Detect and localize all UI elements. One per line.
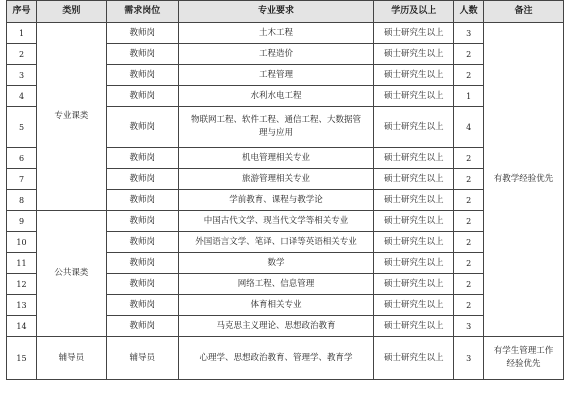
header-education: 学历及以上 [374,1,454,23]
row-position: 教师岗 [106,253,178,274]
row-requirement: 体育相关专业 [178,295,374,316]
table-row [7,23,564,44]
row-education: 硕士研究生以上 [374,211,454,232]
row-education: 硕士研究生以上 [374,253,454,274]
row-no: 2 [7,44,37,65]
row-education: 硕士研究生以上 [374,232,454,253]
header-category: 类别 [36,1,106,23]
row-no: 12 [7,274,37,295]
remark-cell: 有教学经验优先 [484,23,564,337]
recruitment-table-container [6,0,564,380]
row-position: 教师岗 [106,44,178,65]
row-requirement: 数学 [178,253,374,274]
remark-cell: 有学生管理工作经验优先 [484,337,564,380]
row-position: 辅导员 [106,337,178,380]
row-education: 硕士研究生以上 [374,107,454,148]
row-no: 4 [7,86,37,107]
category-cell: 公共课类 [36,211,106,337]
category-cell: 专业课类 [36,23,106,211]
row-count: 2 [454,232,484,253]
row-no: 14 [7,316,37,337]
row-education: 硕士研究生以上 [374,86,454,107]
row-requirement: 物联网工程、软件工程、通信工程、大数据管理与应用 [178,107,374,148]
row-count: 1 [454,86,484,107]
recruitment-table [6,0,564,380]
row-count: 3 [454,23,484,44]
row-position: 教师岗 [106,211,178,232]
category-cell: 辅导员 [36,337,106,380]
row-no: 3 [7,65,37,86]
row-position: 教师岗 [106,232,178,253]
row-no: 6 [7,148,37,169]
row-count: 2 [454,190,484,211]
row-education: 硕士研究生以上 [374,169,454,190]
row-education: 硕士研究生以上 [374,44,454,65]
row-count: 4 [454,107,484,148]
row-education: 硕士研究生以上 [374,337,454,380]
row-count: 3 [454,316,484,337]
header-no: 序号 [7,1,37,23]
row-requirement: 工程管理 [178,65,374,86]
row-position: 教师岗 [106,148,178,169]
row-education: 硕士研究生以上 [374,274,454,295]
row-position: 教师岗 [106,274,178,295]
row-count: 2 [454,169,484,190]
row-no: 7 [7,169,37,190]
row-position: 教师岗 [106,316,178,337]
row-count: 2 [454,65,484,86]
row-no: 5 [7,107,37,148]
row-count: 2 [454,295,484,316]
row-requirement: 学前教育、课程与教学论 [178,190,374,211]
row-education: 硕士研究生以上 [374,190,454,211]
row-position: 教师岗 [106,65,178,86]
row-requirement: 水利水电工程 [178,86,374,107]
row-requirement: 工程造价 [178,44,374,65]
row-position: 教师岗 [106,190,178,211]
row-count: 2 [454,148,484,169]
header-count: 人数 [454,1,484,23]
row-requirement: 网络工程、信息管理 [178,274,374,295]
row-position: 教师岗 [106,23,178,44]
row-no: 1 [7,23,37,44]
row-requirement: 机电管理相关专业 [178,148,374,169]
row-requirement: 马克思主义理论、思想政治教育 [178,316,374,337]
row-requirement: 心理学、思想政治教育、管理学、教育学 [178,337,374,380]
row-requirement: 土木工程 [178,23,374,44]
header-row [7,1,564,23]
row-count: 2 [454,211,484,232]
row-count: 3 [454,337,484,380]
row-count: 2 [454,253,484,274]
table-row [7,211,564,232]
header-position: 需求岗位 [106,1,178,23]
header-requirement: 专业要求 [178,1,374,23]
table-row [7,337,564,380]
row-position: 教师岗 [106,295,178,316]
row-position: 教师岗 [106,86,178,107]
row-count: 2 [454,274,484,295]
row-education: 硕士研究生以上 [374,295,454,316]
row-requirement: 中国古代文学、现当代文学等相关专业 [178,211,374,232]
row-education: 硕士研究生以上 [374,148,454,169]
row-education: 硕士研究生以上 [374,23,454,44]
row-no: 10 [7,232,37,253]
row-no: 15 [7,337,37,380]
row-requirement: 旅游管理相关专业 [178,169,374,190]
row-no: 11 [7,253,37,274]
row-no: 13 [7,295,37,316]
row-position: 教师岗 [106,107,178,148]
row-no: 9 [7,211,37,232]
row-position: 教师岗 [106,169,178,190]
row-count: 2 [454,44,484,65]
row-requirement: 外国语言文学、笔译、口译等英语相关专业 [178,232,374,253]
header-remark: 备注 [484,1,564,23]
row-no: 8 [7,190,37,211]
row-education: 硕士研究生以上 [374,316,454,337]
row-education: 硕士研究生以上 [374,65,454,86]
